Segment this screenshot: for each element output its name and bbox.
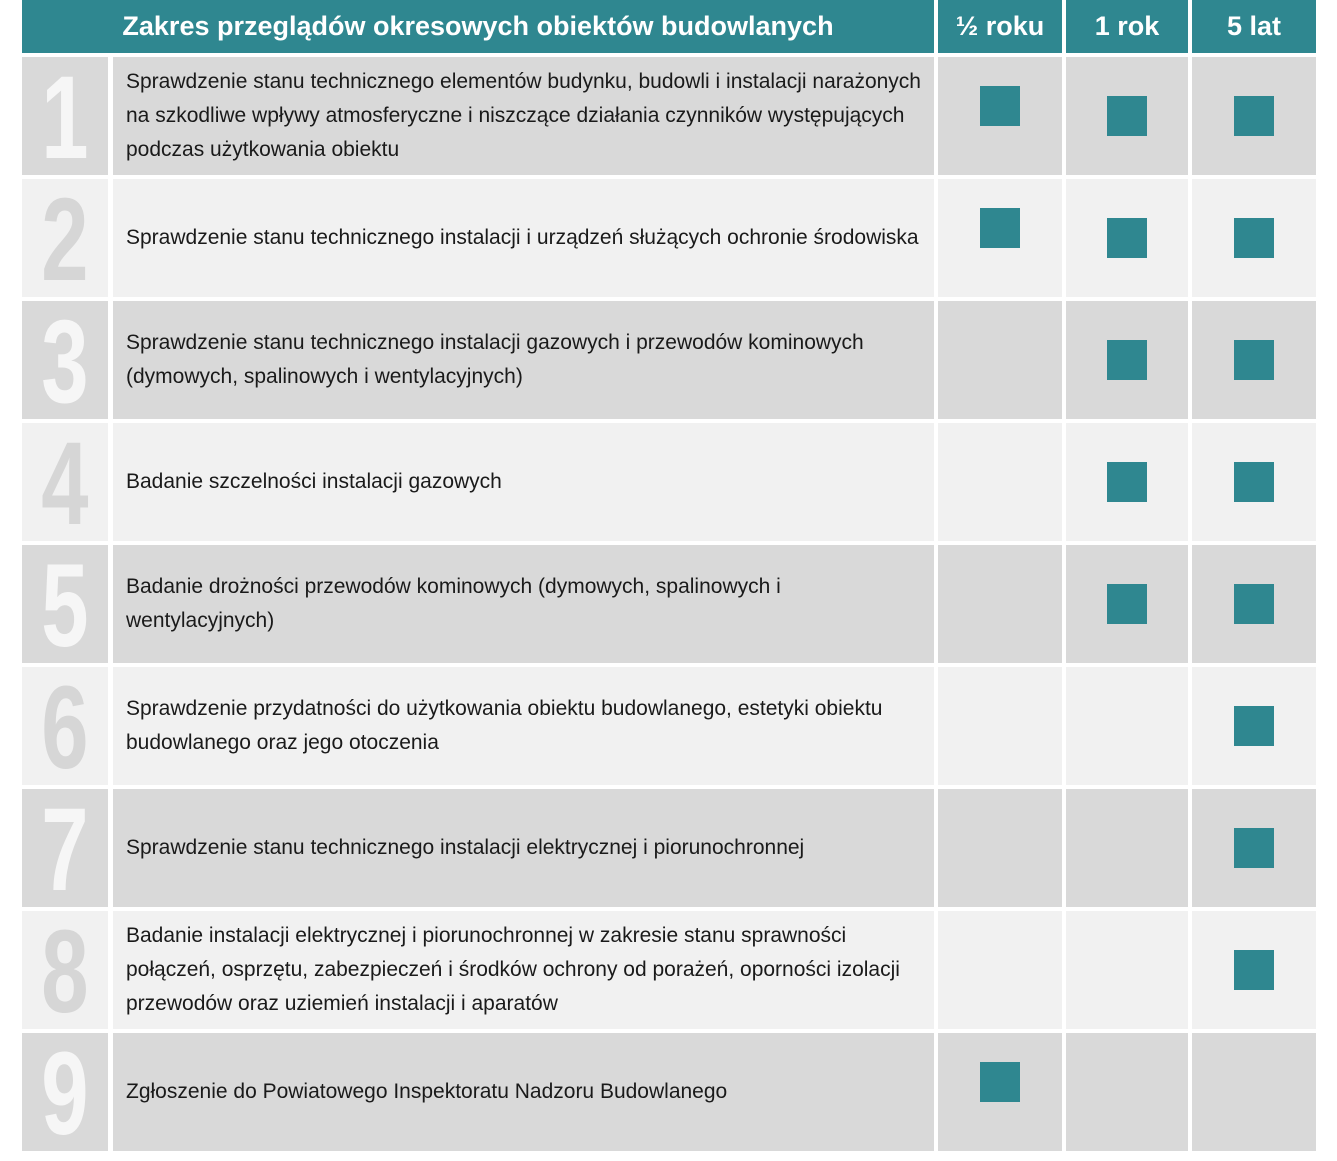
five-years-cell	[1192, 911, 1316, 1029]
table-row	[22, 1033, 1316, 1151]
table-row	[22, 789, 1316, 907]
half-year-cell	[938, 1033, 1062, 1151]
half-year-cell	[938, 545, 1062, 663]
check-mark-icon	[1234, 96, 1274, 136]
table-row	[22, 301, 1316, 419]
row-description-cell	[113, 179, 934, 297]
row-description: Sprawdzenie stanu technicznego instalacji i urządzeń służących ochronie środowiska	[126, 226, 919, 249]
row-description: Badanie drożności przewodów kominowych (dymowych, spalinowych i wentylacyjnych)	[126, 575, 781, 632]
one-year-cell	[1066, 789, 1188, 907]
row-description-cell	[113, 57, 934, 175]
row-number: 5	[41, 545, 89, 663]
table-header	[22, 0, 1316, 53]
row-number: 2	[41, 179, 89, 297]
check-mark-icon	[980, 86, 1020, 126]
half-year-cell	[938, 57, 1062, 175]
inspection-table	[22, 0, 1316, 1151]
row-number-cell	[22, 301, 108, 419]
check-mark-icon	[1234, 462, 1274, 502]
row-description: Sprawdzenie stanu technicznego elementów budynku, budowli i instalacji narażonych na szkodliwe wpływy atmosferyczne i niszczące działania czynników występujących podczas użytkowania obiektu	[126, 70, 921, 161]
one-year-cell	[1066, 423, 1188, 541]
row-number: 6	[41, 667, 89, 785]
one-year-cell	[1066, 545, 1188, 663]
row-description-cell	[113, 789, 934, 907]
check-mark-icon	[980, 208, 1020, 248]
five-years-cell	[1192, 301, 1316, 419]
one-year-cell	[1066, 911, 1188, 1029]
column-header-half-year: ½ roku	[938, 0, 1062, 53]
table-row	[22, 911, 1316, 1029]
five-years-cell	[1192, 667, 1316, 785]
table-row	[22, 667, 1316, 785]
row-number: 7	[41, 789, 89, 907]
check-mark-icon	[1107, 218, 1147, 258]
row-number: 4	[41, 423, 89, 541]
five-years-cell	[1192, 179, 1316, 297]
row-description-cell	[113, 545, 934, 663]
half-year-cell	[938, 179, 1062, 297]
one-year-cell	[1066, 667, 1188, 785]
table-row	[22, 423, 1316, 541]
table-row	[22, 545, 1316, 663]
five-years-cell	[1192, 423, 1316, 541]
row-description: Sprawdzenie stanu technicznego instalacji elektrycznej i piorunochronnej	[126, 836, 805, 859]
table-title: Zakres przeglądów okresowych obiektów budowlanych	[22, 0, 934, 53]
row-description: Zgłoszenie do Powiatowego Inspektoratu Nadzoru Budowlanego	[126, 1080, 728, 1103]
five-years-cell	[1192, 57, 1316, 175]
half-year-cell	[938, 911, 1062, 1029]
row-number-cell	[22, 57, 108, 175]
check-mark-icon	[1107, 340, 1147, 380]
five-years-cell	[1192, 1033, 1316, 1151]
half-year-cell	[938, 667, 1062, 785]
one-year-cell	[1066, 301, 1188, 419]
row-description-cell	[113, 911, 934, 1029]
row-number: 8	[41, 911, 89, 1029]
five-years-cell	[1192, 789, 1316, 907]
check-mark-icon	[1234, 218, 1274, 258]
check-mark-icon	[1234, 706, 1274, 746]
row-description-cell	[113, 301, 934, 419]
half-year-cell	[938, 423, 1062, 541]
check-mark-icon	[980, 1062, 1020, 1102]
row-number-cell	[22, 179, 108, 297]
column-header-one-year: 1 rok	[1066, 0, 1188, 53]
check-mark-icon	[1234, 828, 1274, 868]
row-description-cell	[113, 423, 934, 541]
half-year-cell	[938, 789, 1062, 907]
five-years-cell	[1192, 545, 1316, 663]
column-header-five-years: 5 lat	[1192, 0, 1316, 53]
half-year-cell	[938, 301, 1062, 419]
table-row	[22, 57, 1316, 175]
row-number-cell	[22, 545, 108, 663]
check-mark-icon	[1107, 462, 1147, 502]
row-description: Sprawdzenie przydatności do użytkowania obiektu budowlanego, estetyki obiektu budowlanego oraz jego otoczenia	[126, 697, 883, 754]
row-number: 3	[41, 301, 89, 419]
row-description: Sprawdzenie stanu technicznego instalacji gazowych i przewodów kominowych (dymowych, spalinowych i wentylacyjnych)	[126, 331, 864, 388]
table-row	[22, 179, 1316, 297]
check-mark-icon	[1107, 96, 1147, 136]
row-number: 9	[41, 1033, 89, 1151]
row-number-cell	[22, 789, 108, 907]
row-description-cell	[113, 1033, 934, 1151]
one-year-cell	[1066, 57, 1188, 175]
row-number: 1	[41, 57, 89, 175]
check-mark-icon	[1234, 950, 1274, 990]
row-number-cell	[22, 911, 108, 1029]
check-mark-icon	[1107, 584, 1147, 624]
row-number-cell	[22, 667, 108, 785]
one-year-cell	[1066, 1033, 1188, 1151]
row-number-cell	[22, 423, 108, 541]
row-description: Badanie instalacji elektrycznej i piorunochronnej w zakresie stanu sprawności połączeń, osprzętu, zabezpieczeń i środków ochrony od porażeń, oporności izolacji przewodów oraz uziemień instalacji i aparatów	[126, 924, 900, 1015]
row-number-cell	[22, 1033, 108, 1151]
row-description-cell	[113, 667, 934, 785]
one-year-cell	[1066, 179, 1188, 297]
check-mark-icon	[1234, 340, 1274, 380]
row-description: Badanie szczelności instalacji gazowych	[126, 470, 502, 493]
check-mark-icon	[1234, 584, 1274, 624]
